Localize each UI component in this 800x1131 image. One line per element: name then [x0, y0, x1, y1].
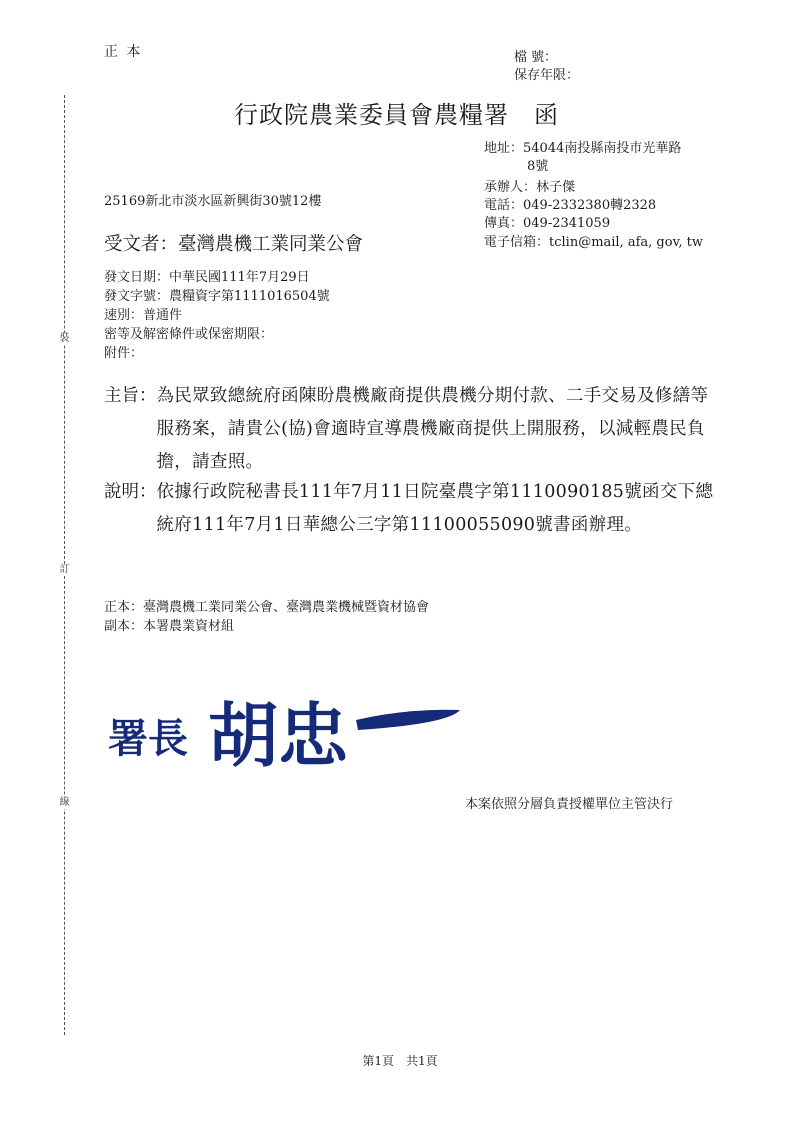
explanation-text: 依據行政院秘書長111年7月11日院臺農字第1110090185號函交下總統府111年7月1日華總公三字第11100055090號書函辦理。 — [156, 482, 714, 535]
document-number: 發文字號：農糧資字第1111016504號 — [104, 289, 330, 304]
retention-period-label: 保存年限： — [514, 68, 580, 83]
signature-title-glyph: 署長 — [108, 715, 188, 762]
subject-section — [104, 380, 724, 479]
delegation-note: 本案依照分層負責授權單位主管決行 — [465, 797, 674, 812]
binding-mark-zhuang: 裝 — [59, 333, 70, 344]
attachments: 附件： — [104, 346, 144, 361]
page-footer: 第1頁 共1頁 — [362, 1054, 438, 1068]
signature-stroke — [356, 710, 460, 730]
issue-date: 發文日期：中華民國111年7月29日 — [104, 270, 310, 285]
subject-text: 為民眾致總統府函陳盼農機廠商提供農機分期付款、二手交易及修繕等服務案，請貴公(協)會適時宣導農機廠商提供上開服務，以減輕農民負擔，請查照。 — [156, 386, 709, 472]
sender-address: 地址：54044南投縣南投市光華路 — [484, 141, 682, 156]
binding-mark-xian: 線 — [59, 797, 70, 808]
fax-number: 傳真：049-2341059 — [484, 216, 611, 231]
signature-name-glyph: 胡忠 — [208, 694, 348, 777]
copy-mark: 正 本 — [104, 44, 143, 60]
sender-address-cont: 8號 — [527, 159, 549, 174]
contact-person: 承辦人：林子傑 — [484, 180, 576, 195]
recipient-address: 25169新北市淡水區新興街30號12樓 — [104, 194, 322, 209]
director-signature — [108, 680, 468, 780]
phone-number: 電話：049-2332380轉2328 — [484, 198, 657, 213]
file-number-label: 檔 號： — [514, 50, 558, 65]
recipient: 受文者：臺灣農機工業同業公會 — [104, 234, 364, 255]
delivery-speed: 速別：普通件 — [104, 308, 183, 323]
email-address: 電子信箱：tclin@mail, afa, gov, tw — [484, 235, 703, 250]
binding-mark-ding: 訂 — [59, 564, 70, 575]
copy-recipients: 副本：本署農業資材組 — [104, 619, 235, 634]
explanation-label: 說明： — [104, 482, 157, 502]
subject-label: 主旨： — [104, 386, 157, 406]
document-title: 行政院農業委員會農糧署 函 — [234, 101, 559, 129]
original-recipients: 正本：臺灣農機工業同業公會、臺灣農業機械暨資材協會 — [104, 600, 430, 615]
security-level: 密等及解密條件或保密期限： — [104, 327, 274, 342]
explanation-section — [104, 476, 724, 542]
